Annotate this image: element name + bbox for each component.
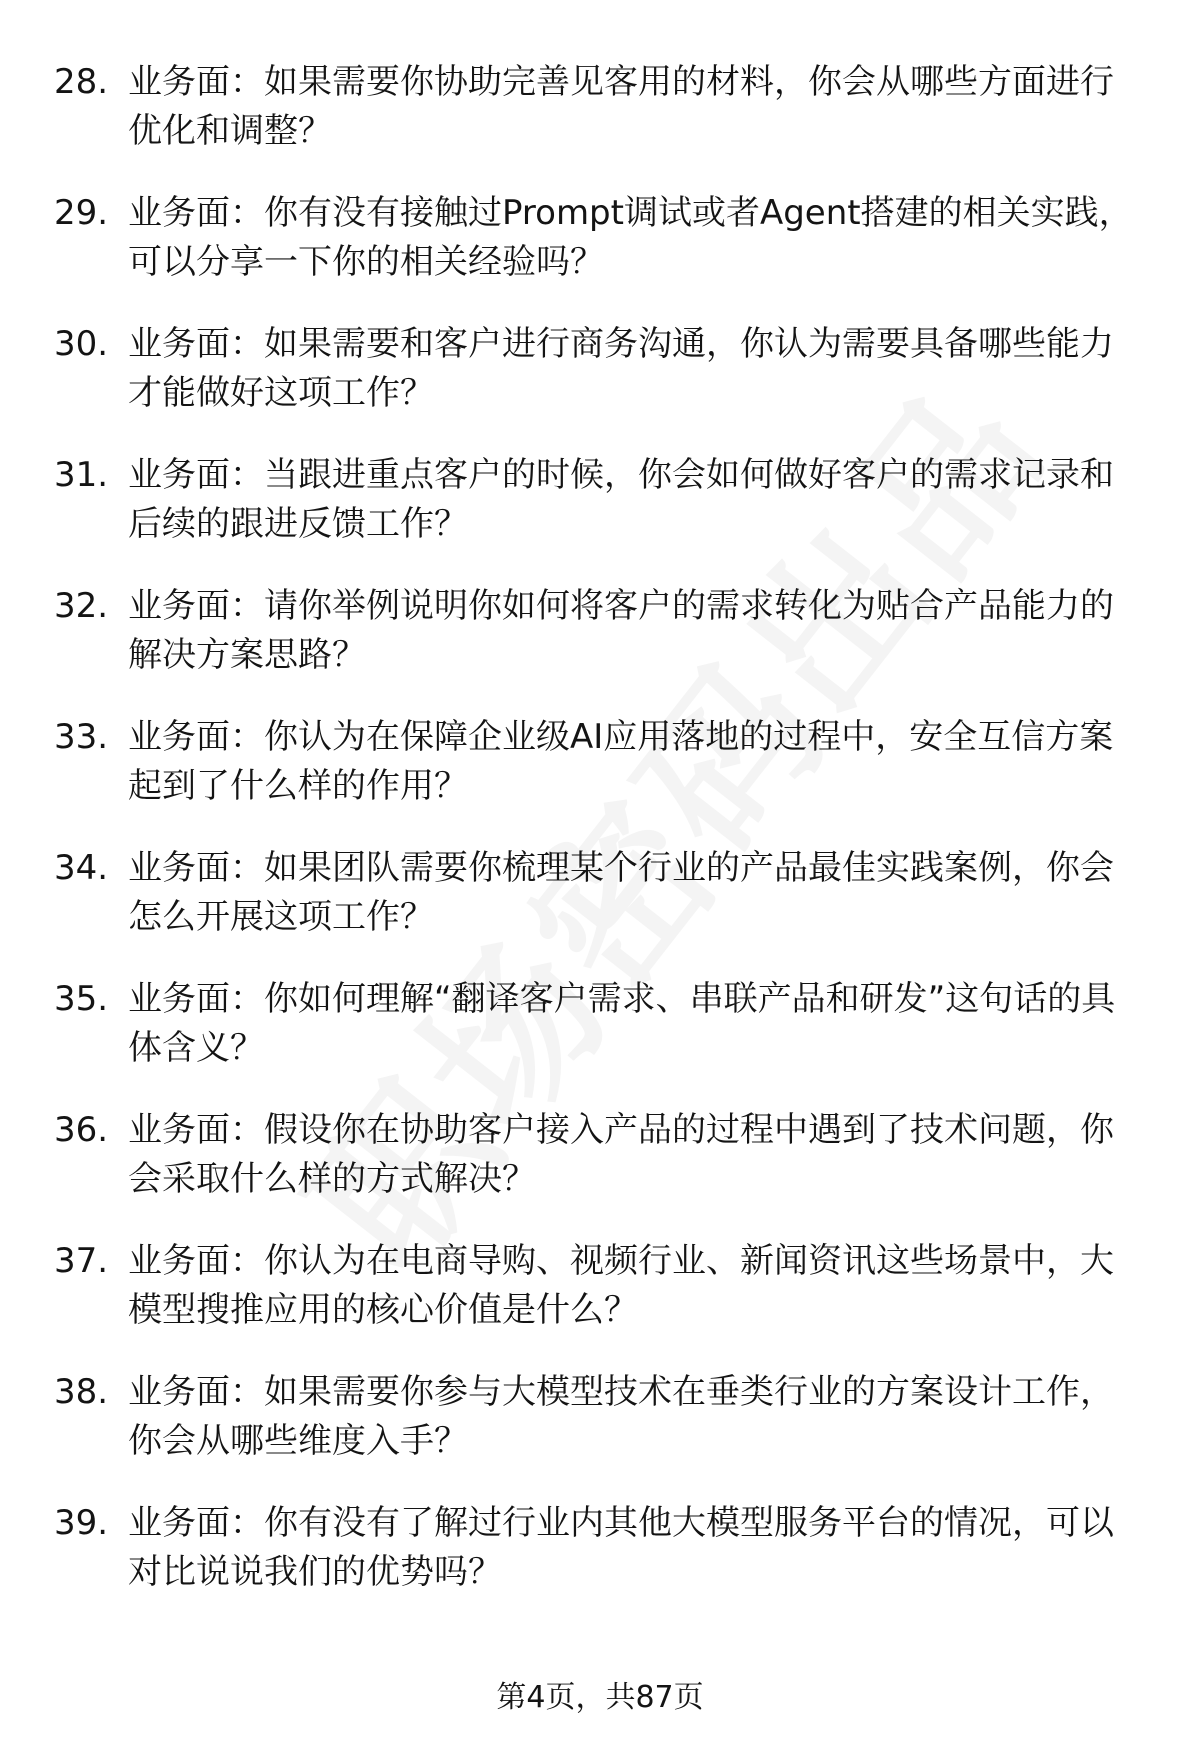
question-text: 业务面：你有没有了解过行业内其他大模型服务平台的情况，可以对比说说我们的优势吗？ <box>128 1503 1114 1592</box>
question-number: 30. <box>54 324 109 364</box>
question-number: 35. <box>54 979 109 1019</box>
question-text: 业务面：假设你在协助客户接入产品的过程中遇到了技术问题，你会采取什么样的方式解决？ <box>128 1110 1114 1199</box>
page-number-footer: 第4页，共87页 <box>496 1680 704 1715</box>
question-text: 业务面：你有没有接触过Prompt调试或者Agent搭建的相关实践，可以分享一下你的相关经验吗？ <box>128 193 1133 282</box>
question-text: 业务面：当跟进重点客户的时候，你会如何做好客户的需求记录和后续的跟进反馈工作？ <box>128 455 1114 544</box>
list-item <box>54 1237 1144 1368</box>
question-text: 业务面：你如何理解“翻译客户需求、串联产品和研发”这句话的具体含义？ <box>128 979 1116 1068</box>
question-text: 业务面：请你举例说明你如何将客户的需求转化为贴合产品能力的解决方案思路？ <box>128 586 1114 675</box>
question-number: 32. <box>54 586 109 626</box>
list-item <box>54 451 1144 582</box>
list-item <box>54 58 1144 189</box>
list-item <box>54 713 1144 844</box>
question-text: 业务面：如果需要你协助完善见客用的材料，你会从哪些方面进行优化和调整？ <box>128 62 1114 151</box>
list-item <box>54 1368 1144 1499</box>
question-text: 业务面：你认为在电商导购、视频行业、新闻资讯这些场景中，大模型搜推应用的核心价值是什么？ <box>128 1241 1114 1330</box>
question-number: 38. <box>54 1372 109 1412</box>
question-list <box>54 58 1144 1630</box>
list-item <box>54 582 1144 713</box>
list-item <box>54 1499 1144 1630</box>
list-item <box>54 1106 1144 1237</box>
question-number: 29. <box>54 193 109 233</box>
list-item <box>54 844 1144 975</box>
question-number: 36. <box>54 1110 109 1150</box>
list-item <box>54 189 1144 320</box>
question-number: 33. <box>54 717 109 757</box>
question-text: 业务面：如果需要和客户进行商务沟通，你认为需要具备哪些能力才能做好这项工作？ <box>128 324 1114 413</box>
question-number: 37. <box>54 1241 109 1281</box>
question-number: 28. <box>54 62 109 102</box>
list-item <box>54 975 1144 1106</box>
question-number: 34. <box>54 848 109 888</box>
question-text: 业务面：如果需要你参与大模型技术在垂类行业的方案设计工作，你会从哪些维度入手？ <box>128 1372 1114 1461</box>
question-text: 业务面：你认为在保障企业级AI应用落地的过程中，安全互信方案起到了什么样的作用？ <box>128 717 1114 806</box>
question-number: 31. <box>54 455 109 495</box>
list-item <box>54 320 1144 451</box>
question-text: 业务面：如果团队需要你梳理某个行业的产品最佳实践案例，你会怎么开展这项工作？ <box>128 848 1114 937</box>
question-number: 39. <box>54 1503 109 1543</box>
